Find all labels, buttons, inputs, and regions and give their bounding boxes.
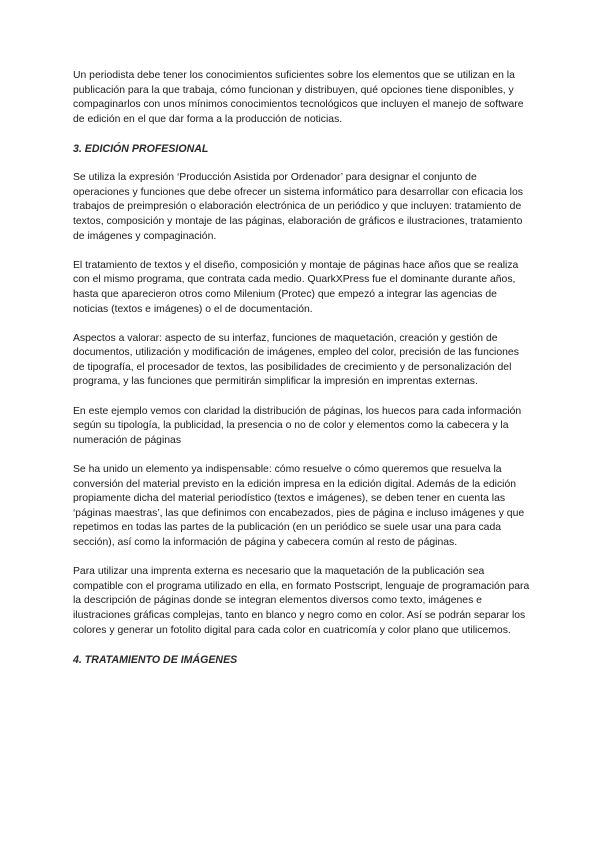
- section-3-paragraph-6: Para utilizar una imprenta externa es necesario que la maquetación de la publicación sea compatible con el programa utilizado en ella, en formato Postscript, lenguaje de programación para la descripción de páginas donde se integran elementos diversos como texto, imágenes e ilustraciones gráficas complejas, tanto en blanco y negro como en color. Así se podrán separar los colores y generar un fotolito digital para cada color en cuatricomía y color plano que utilicemos.: [73, 566, 530, 636]
- document-page: [73, 69, 531, 682]
- section-3-paragraph-1: Se utiliza la expresión ‘Producción Asistida por Ordenador’ para designar el conjunto de operaciones y funciones que debe ofrecer un sistema informático para desarrollar con eficacia los trabajos de preimpresión o elaboración electrónica de un periódico y que incluyen: tratamiento de textos, composición y montaje de las páginas, elaboración de gráficos e ilustraciones, tratamiento de imágenes y compaginación.: [73, 172, 523, 242]
- section-3-paragraph-3: Aspectos a valorar: aspecto de su interfaz, funciones de maquetación, creación y gestión de documentos, utilización y modificación de imágenes, empleo del color, precisión de las funciones de tipografía, el procesador de textos, las posibilidades de crecimiento y de personalización del programa, y las funciones que permitirán simplificar la impresión en imprentas externas.: [73, 332, 519, 388]
- intro-paragraph: Un periodista debe tener los conocimientos suficientes sobre los elementos que se utilizan en la publicación para la que trabaja, cómo funcionan y distribuyen, qué opciones tiene disponibles, y compaginarlos con unos mínimos conocimientos tecnológicos que incluyen el manejo de software de edición en el que dar forma a la producción de noticias.: [73, 70, 524, 125]
- section-3-paragraph-5: Se ha unido un elemento ya indispensable: cómo resuelve o cómo queremos que resuelva la conversión del material previsto en la edición impresa en la edición digital. Además de la edición propiamente dicha del material periodístico (textos e imágenes), se deben tener en cuenta las ‘páginas maestras’, las que definimos con encabezados, pies de página e incluso imágenes y que repetimos en todas las partes de la publicación (en un periódico se suele usar una para cada sección), así como la información de página y cabecera común al resto de páginas.: [73, 464, 525, 548]
- section-3-heading: 3. EDICIÓN PROFESIONAL: [73, 142, 209, 155]
- section-3-paragraph-2: El tratamiento de textos y el diseño, composición y montaje de páginas hace años que se realiza con el mismo programa, que contrata cada medio. QuarkXPress fue el dominante durante años, hasta que aparecieron otros como Milenium (Protec) que empezó a integrar las agencias de noticias (textos e imágenes) o el de documentación.: [73, 259, 519, 315]
- section-3-paragraph-4: En este ejemplo vemos con claridad la distribución de páginas, los huecos para cada información según su tipología, la publicidad, la presencia o no de color y elementos como la cabecera y la numeración de páginas: [73, 405, 522, 446]
- section-4-heading: 4. TRATAMIENTO DE IMÁGENES: [73, 653, 238, 666]
